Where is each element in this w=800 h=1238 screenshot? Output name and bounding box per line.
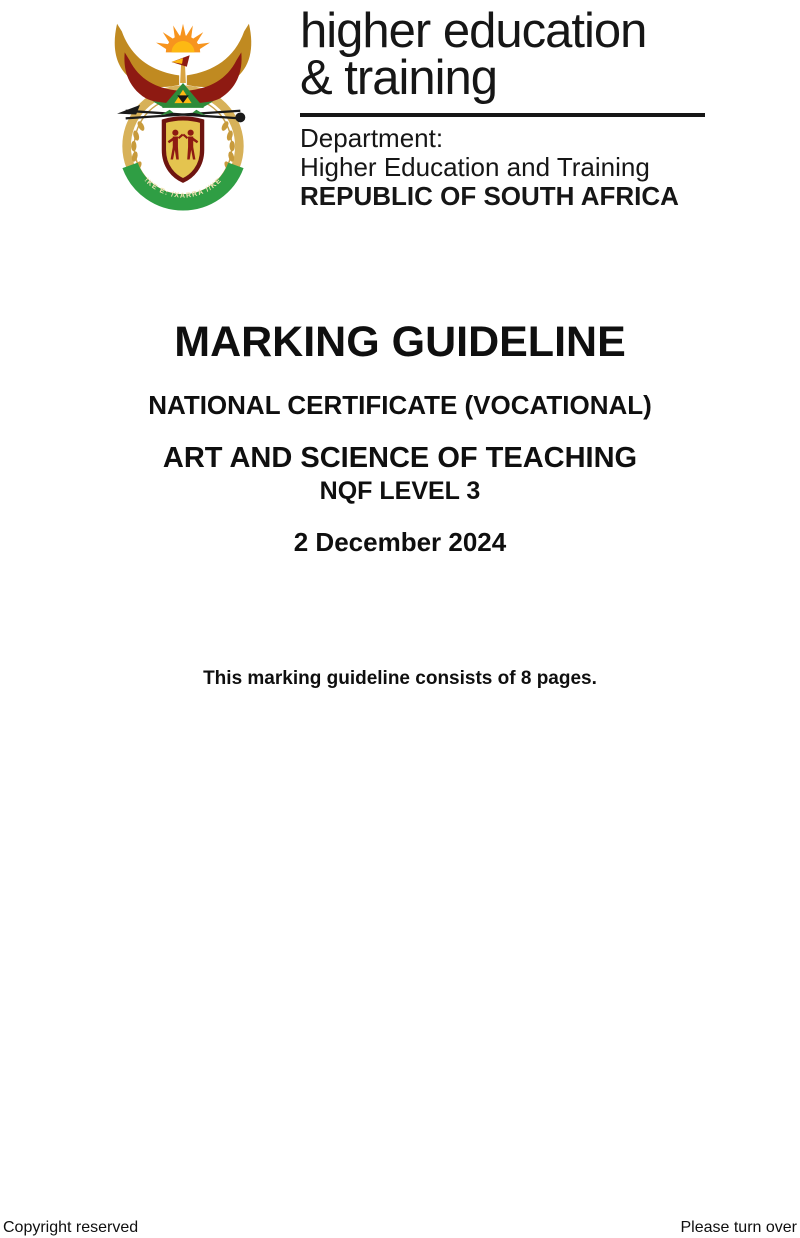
shield-icon — [164, 118, 202, 180]
department-label: Department: — [300, 123, 444, 153]
subject-title: ART AND SCIENCE OF TEACHING — [162, 442, 638, 474]
masthead-divider — [300, 113, 705, 117]
wing-gold-right — [187, 24, 251, 87]
department-block — [300, 124, 679, 211]
brand-line-2: & training — [300, 51, 498, 105]
nqf-level: NQF LEVEL 3 — [319, 477, 481, 505]
brand-block — [300, 4, 647, 105]
exam-date: 2 December 2024 — [293, 527, 507, 557]
footer-turn-over: Please turn over — [680, 1219, 797, 1236]
spearhead-icon — [117, 105, 140, 115]
page-title: MARKING GUIDELINE — [174, 318, 626, 366]
department-name: Higher Education and Training — [300, 152, 650, 182]
motto-text: !KE E: /XARRA //KE — [142, 176, 224, 200]
coat-of-arms-logo — [97, 14, 269, 217]
footer-copyright: Copyright reserved — [3, 1219, 139, 1236]
knobkerrie-icon — [235, 112, 245, 122]
page-footer — [0, 1219, 800, 1237]
wing-gold-left — [115, 24, 179, 87]
country-name: REPUBLIC OF SOUTH AFRICA — [300, 181, 679, 211]
brand-line-1: higher education — [300, 4, 647, 58]
certificate-title: NATIONAL CERTIFICATE (VOCATIONAL) — [148, 390, 652, 420]
pages-note: This marking guideline consists of 8 pages. — [203, 668, 597, 689]
